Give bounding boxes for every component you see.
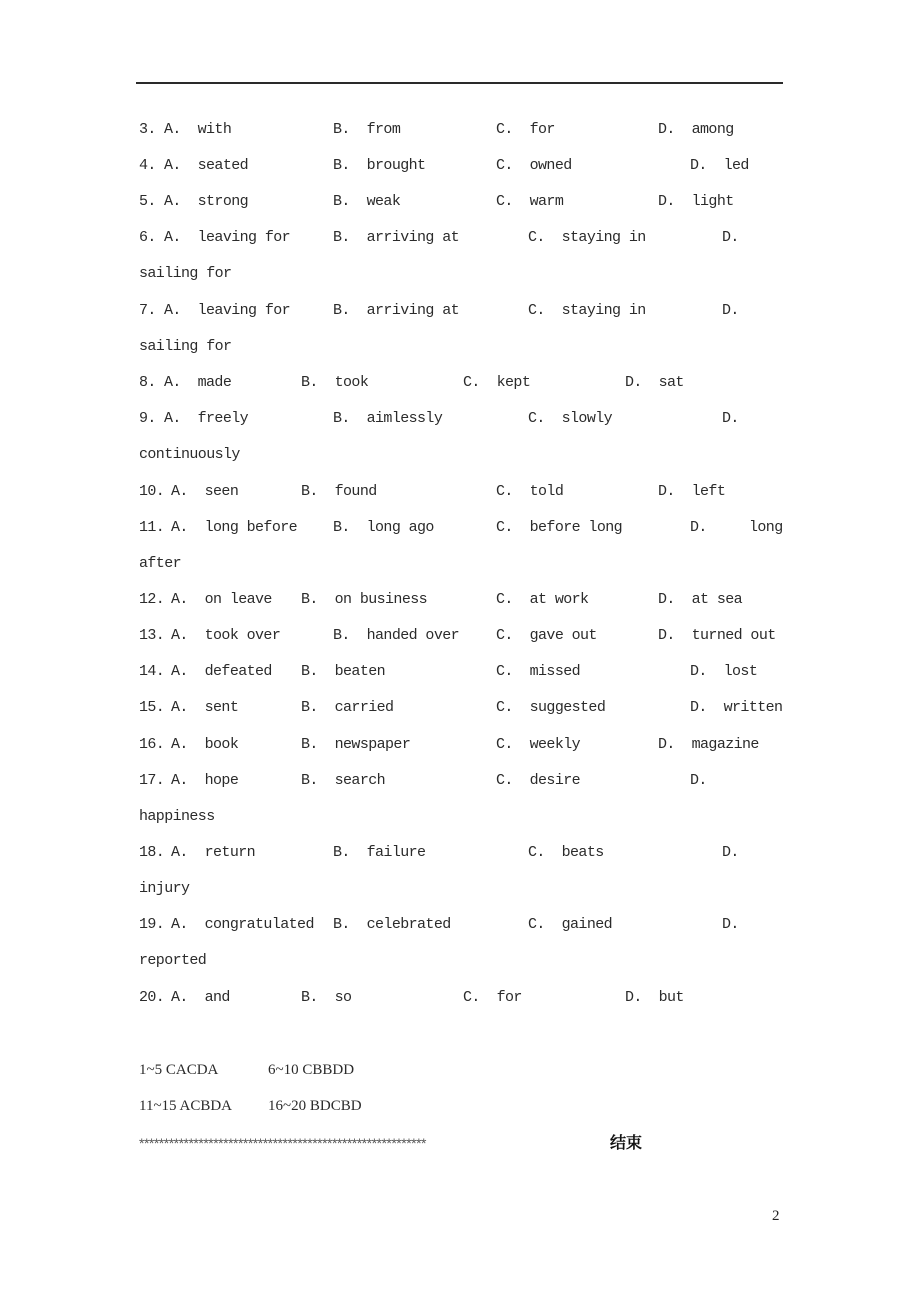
option-d bbox=[722, 407, 739, 431]
option-text: hope bbox=[204, 772, 239, 789]
question-row bbox=[0, 190, 920, 214]
option-d-wrapped bbox=[0, 949, 920, 973]
answer-group: 11~15 ACBDA bbox=[139, 1098, 232, 1114]
option-d bbox=[690, 696, 782, 720]
option-c bbox=[463, 371, 530, 395]
option-label: D. bbox=[690, 663, 707, 680]
option-text: before long bbox=[529, 519, 623, 536]
option-text: found bbox=[334, 483, 377, 500]
option-label: C. bbox=[496, 483, 513, 500]
option-text: celebrated bbox=[366, 916, 451, 933]
question-number: 10. bbox=[139, 483, 165, 500]
option-text: congratulated bbox=[204, 916, 314, 933]
question-row bbox=[0, 841, 920, 865]
option-a bbox=[171, 660, 272, 684]
option-c bbox=[496, 588, 588, 612]
option-b bbox=[301, 660, 385, 684]
option-text: light bbox=[691, 193, 734, 210]
page-number: 2 bbox=[772, 1208, 780, 1224]
option-label: C. bbox=[496, 772, 513, 789]
option-text: and bbox=[204, 989, 230, 1006]
option-c bbox=[496, 769, 580, 793]
option-label: A. bbox=[171, 519, 188, 536]
option-c bbox=[528, 299, 646, 323]
end-separator-stars: ********************************************************** bbox=[139, 1135, 426, 1151]
option-c bbox=[496, 733, 580, 757]
option-label: B. bbox=[301, 989, 318, 1006]
option-label: B. bbox=[333, 193, 350, 210]
option-d-wrapped bbox=[0, 877, 920, 901]
option-text: newspaper bbox=[334, 736, 411, 753]
option-text: sat bbox=[658, 374, 684, 391]
option-text: search bbox=[334, 772, 386, 789]
option-b bbox=[301, 480, 377, 504]
option-d-text: continuously bbox=[139, 446, 240, 463]
option-text: long ago bbox=[366, 519, 434, 536]
option-label: A. bbox=[164, 229, 181, 246]
option-text: long before bbox=[204, 519, 298, 536]
option-label: C. bbox=[528, 844, 545, 861]
answer-row bbox=[0, 1058, 920, 1082]
option-label: A. bbox=[171, 663, 188, 680]
option-c bbox=[528, 226, 646, 250]
option-text: brought bbox=[366, 157, 426, 174]
option-d-wrapped bbox=[0, 805, 920, 829]
option-text: missed bbox=[529, 663, 581, 680]
option-d-text: injury bbox=[139, 880, 190, 897]
option-text: but bbox=[658, 989, 684, 1006]
question-number: 7. bbox=[139, 302, 156, 319]
option-label: B. bbox=[301, 483, 318, 500]
option-a bbox=[164, 407, 248, 431]
option-label: B. bbox=[301, 772, 318, 789]
question-row bbox=[0, 299, 920, 323]
question-row bbox=[0, 588, 920, 612]
option-text: defeated bbox=[204, 663, 272, 680]
question-number: 16. bbox=[139, 736, 165, 753]
option-b bbox=[333, 190, 400, 214]
option-label: C. bbox=[528, 916, 545, 933]
option-d bbox=[658, 480, 725, 504]
option-label: A. bbox=[171, 483, 188, 500]
option-text: aimlessly bbox=[366, 410, 443, 427]
option-c bbox=[463, 986, 522, 1010]
option-label: B. bbox=[333, 229, 350, 246]
option-label: C. bbox=[496, 627, 513, 644]
option-text: staying in bbox=[561, 229, 646, 246]
option-a bbox=[164, 299, 290, 323]
question-number: 4. bbox=[139, 157, 156, 174]
end-label: 结束 bbox=[610, 1133, 643, 1152]
option-label: D. bbox=[658, 483, 675, 500]
option-label: A. bbox=[171, 627, 188, 644]
question-row bbox=[0, 660, 920, 684]
option-a bbox=[171, 624, 280, 648]
option-text: for bbox=[496, 989, 522, 1006]
option-label: C. bbox=[528, 302, 545, 319]
option-label: C. bbox=[496, 699, 513, 716]
option-label: A. bbox=[171, 591, 188, 608]
option-text: took over bbox=[204, 627, 281, 644]
option-c bbox=[528, 841, 604, 865]
option-label: A. bbox=[164, 410, 181, 427]
option-text: for bbox=[529, 121, 555, 138]
question-row bbox=[0, 480, 920, 504]
option-label: A. bbox=[164, 193, 181, 210]
option-text: warm bbox=[529, 193, 564, 210]
question-row bbox=[0, 913, 920, 937]
question-number: 19. bbox=[139, 916, 165, 933]
option-label: D. bbox=[722, 229, 739, 246]
option-c bbox=[528, 913, 612, 937]
option-a bbox=[171, 913, 314, 937]
option-label: A. bbox=[171, 699, 188, 716]
option-d bbox=[658, 190, 734, 214]
option-b bbox=[301, 696, 393, 720]
option-label: B. bbox=[301, 699, 318, 716]
option-text: at work bbox=[529, 591, 589, 608]
option-text: owned bbox=[529, 157, 572, 174]
option-d bbox=[690, 660, 757, 684]
option-label: B. bbox=[333, 844, 350, 861]
option-text: freely bbox=[197, 410, 249, 427]
option-label: D. bbox=[722, 844, 739, 861]
option-a bbox=[171, 986, 230, 1010]
option-text: on leave bbox=[204, 591, 272, 608]
option-d bbox=[722, 841, 739, 865]
option-d-text: sailing for bbox=[139, 338, 232, 355]
answer-row bbox=[0, 1094, 920, 1118]
option-c bbox=[496, 154, 572, 178]
option-text: on business bbox=[334, 591, 428, 608]
question-number: 14. bbox=[139, 663, 165, 680]
option-label: A. bbox=[171, 916, 188, 933]
option-d-text: after bbox=[139, 555, 182, 572]
option-text: magazine bbox=[691, 736, 759, 753]
option-text: leaving for bbox=[197, 302, 291, 319]
option-d-wrapped bbox=[0, 443, 920, 467]
question-row bbox=[0, 986, 920, 1010]
option-text: with bbox=[197, 121, 232, 138]
option-text: left bbox=[691, 483, 726, 500]
option-label: C. bbox=[496, 663, 513, 680]
option-label: D. bbox=[690, 772, 707, 789]
option-d-wrapped bbox=[0, 552, 920, 576]
question-number: 3. bbox=[139, 121, 156, 138]
option-b bbox=[333, 154, 425, 178]
question-row bbox=[0, 226, 920, 250]
question-row bbox=[0, 624, 920, 648]
option-d bbox=[658, 624, 776, 648]
option-label: B. bbox=[301, 663, 318, 680]
option-text: so bbox=[334, 989, 352, 1006]
option-a bbox=[171, 769, 238, 793]
question-row bbox=[0, 154, 920, 178]
option-label: C. bbox=[528, 229, 545, 246]
option-text: sent bbox=[204, 699, 239, 716]
question-number: 12. bbox=[139, 591, 165, 608]
option-d bbox=[722, 913, 739, 937]
option-text: turned out bbox=[691, 627, 776, 644]
option-d bbox=[658, 733, 759, 757]
option-label: B. bbox=[333, 302, 350, 319]
option-b bbox=[333, 226, 459, 250]
option-label: C. bbox=[528, 410, 545, 427]
option-label: C. bbox=[463, 374, 480, 391]
question-number: 17. bbox=[139, 772, 165, 789]
option-label: D. bbox=[690, 519, 707, 536]
option-c bbox=[496, 660, 580, 684]
question-number: 8. bbox=[139, 374, 156, 391]
option-c bbox=[496, 480, 563, 504]
answer-group: 16~20 BDCBD bbox=[268, 1098, 362, 1114]
option-text: kept bbox=[496, 374, 531, 391]
option-a bbox=[171, 480, 238, 504]
option-label: A. bbox=[164, 121, 181, 138]
option-b bbox=[333, 516, 434, 540]
option-label: D. bbox=[658, 591, 675, 608]
option-label: C. bbox=[496, 157, 513, 174]
option-label: C. bbox=[496, 121, 513, 138]
option-text: led bbox=[723, 157, 749, 174]
question-number: 18. bbox=[139, 844, 165, 861]
option-d bbox=[658, 588, 742, 612]
option-d bbox=[690, 769, 707, 793]
option-text: beats bbox=[561, 844, 604, 861]
question-number: 13. bbox=[139, 627, 165, 644]
option-d bbox=[625, 371, 684, 395]
option-d-text: happiness bbox=[139, 808, 215, 825]
option-c bbox=[528, 407, 612, 431]
option-d bbox=[690, 154, 749, 178]
option-label: D. bbox=[722, 916, 739, 933]
option-label: D. bbox=[658, 627, 675, 644]
option-a bbox=[164, 226, 290, 250]
option-a bbox=[171, 696, 238, 720]
option-text: beaten bbox=[334, 663, 386, 680]
option-d-text: reported bbox=[139, 952, 207, 969]
option-text: strong bbox=[197, 193, 249, 210]
answer-group: 6~10 CBBDD bbox=[268, 1062, 355, 1078]
option-label: C. bbox=[496, 519, 513, 536]
option-text: carried bbox=[334, 699, 394, 716]
option-b bbox=[301, 769, 385, 793]
option-label: B. bbox=[301, 736, 318, 753]
option-label: A. bbox=[164, 302, 181, 319]
option-b bbox=[333, 913, 451, 937]
option-text: weak bbox=[366, 193, 401, 210]
option-continued bbox=[749, 516, 783, 540]
option-c bbox=[496, 624, 597, 648]
option-a bbox=[164, 371, 231, 395]
option-a bbox=[171, 733, 238, 757]
option-text: told bbox=[529, 483, 564, 500]
option-text: long bbox=[749, 519, 783, 536]
option-label: C. bbox=[463, 989, 480, 1006]
option-text: weekly bbox=[529, 736, 581, 753]
option-text: made bbox=[197, 374, 232, 391]
option-text: slowly bbox=[561, 410, 613, 427]
option-label: B. bbox=[333, 121, 350, 138]
option-label: D. bbox=[722, 410, 739, 427]
option-text: staying in bbox=[561, 302, 646, 319]
option-label: A. bbox=[164, 157, 181, 174]
option-d bbox=[658, 118, 734, 142]
option-text: took bbox=[334, 374, 369, 391]
question-number: 6. bbox=[139, 229, 156, 246]
option-label: D. bbox=[690, 157, 707, 174]
option-d bbox=[625, 986, 684, 1010]
option-b bbox=[301, 371, 368, 395]
option-text: among bbox=[691, 121, 734, 138]
option-label: B. bbox=[333, 157, 350, 174]
option-b bbox=[333, 118, 400, 142]
question-number: 9. bbox=[139, 410, 156, 427]
question-row bbox=[0, 371, 920, 395]
option-text: suggested bbox=[529, 699, 606, 716]
option-a bbox=[171, 516, 297, 540]
option-text: leaving for bbox=[197, 229, 291, 246]
option-c bbox=[496, 190, 563, 214]
option-label: D. bbox=[625, 989, 642, 1006]
question-number: 20. bbox=[139, 989, 165, 1006]
option-text: from bbox=[366, 121, 401, 138]
option-c bbox=[496, 516, 622, 540]
option-label: D. bbox=[722, 302, 739, 319]
option-b bbox=[333, 841, 425, 865]
option-label: A. bbox=[171, 736, 188, 753]
option-d bbox=[722, 226, 739, 250]
option-b bbox=[333, 407, 442, 431]
option-label: D. bbox=[690, 699, 707, 716]
option-label: D. bbox=[658, 736, 675, 753]
option-d-wrapped bbox=[0, 335, 920, 359]
option-label: B. bbox=[333, 916, 350, 933]
option-d-text: sailing for bbox=[139, 265, 232, 282]
option-label: A. bbox=[171, 844, 188, 861]
question-row bbox=[0, 769, 920, 793]
option-label: B. bbox=[333, 627, 350, 644]
option-label: A. bbox=[171, 772, 188, 789]
option-text: desire bbox=[529, 772, 581, 789]
option-a bbox=[171, 841, 255, 865]
option-b bbox=[301, 588, 427, 612]
option-b bbox=[301, 986, 351, 1010]
option-a bbox=[164, 190, 248, 214]
option-label: C. bbox=[496, 193, 513, 210]
option-text: seen bbox=[204, 483, 239, 500]
option-a bbox=[164, 118, 231, 142]
option-text: seated bbox=[197, 157, 249, 174]
option-label: C. bbox=[496, 736, 513, 753]
option-label: A. bbox=[171, 989, 188, 1006]
question-row bbox=[0, 118, 920, 142]
option-b bbox=[333, 624, 459, 648]
option-text: arriving at bbox=[366, 302, 460, 319]
option-text: arriving at bbox=[366, 229, 460, 246]
option-d bbox=[722, 299, 739, 323]
option-text: lost bbox=[723, 663, 758, 680]
option-d bbox=[690, 516, 707, 540]
option-text: book bbox=[204, 736, 239, 753]
question-number: 11. bbox=[139, 519, 165, 536]
option-text: return bbox=[204, 844, 256, 861]
option-label: B. bbox=[333, 410, 350, 427]
question-row bbox=[0, 407, 920, 431]
option-b bbox=[333, 299, 459, 323]
question-row bbox=[0, 733, 920, 757]
option-c bbox=[496, 118, 555, 142]
option-label: D. bbox=[625, 374, 642, 391]
option-label: B. bbox=[333, 519, 350, 536]
option-a bbox=[171, 588, 272, 612]
option-label: D. bbox=[658, 121, 675, 138]
question-row bbox=[0, 696, 920, 720]
option-label: B. bbox=[301, 374, 318, 391]
option-text: gained bbox=[561, 916, 613, 933]
option-text: written bbox=[723, 699, 783, 716]
option-a bbox=[164, 154, 248, 178]
answer-group: 1~5 CACDA bbox=[139, 1062, 219, 1078]
option-text: failure bbox=[366, 844, 426, 861]
option-label: B. bbox=[301, 591, 318, 608]
question-number: 5. bbox=[139, 193, 156, 210]
option-text: gave out bbox=[529, 627, 597, 644]
option-text: at sea bbox=[691, 591, 743, 608]
question-number: 15. bbox=[139, 699, 165, 716]
option-text: handed over bbox=[366, 627, 460, 644]
option-d-wrapped bbox=[0, 262, 920, 286]
header-rule bbox=[136, 82, 783, 84]
option-label: C. bbox=[496, 591, 513, 608]
question-row bbox=[0, 516, 920, 540]
option-label: D. bbox=[658, 193, 675, 210]
option-label: A. bbox=[164, 374, 181, 391]
option-c bbox=[496, 696, 605, 720]
option-b bbox=[301, 733, 410, 757]
